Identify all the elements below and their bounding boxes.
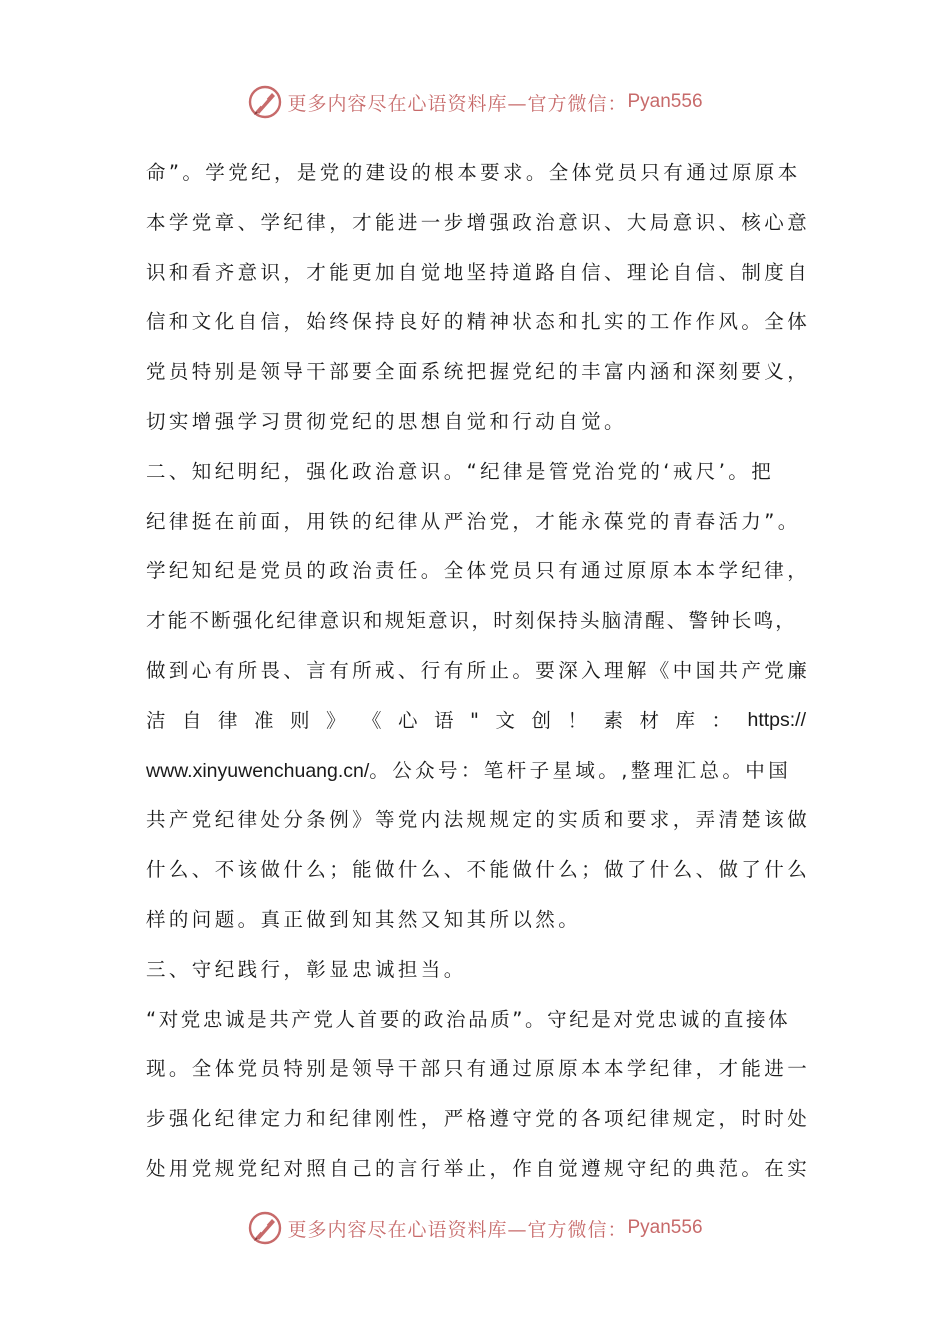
body-line: 才能不断强化纪律意识和规矩意识，时刻保持头脑清醒、警钟长鸣， bbox=[146, 609, 798, 633]
body-line: 步强化纪律定力和纪律刚性，严格遵守党的各项纪律规定，时时处 bbox=[146, 1107, 811, 1131]
body-line: 处用党规党纪对照自己的言行举止，作自觉遵规守纪的典范。在实 bbox=[146, 1156, 811, 1180]
body-text: 。公众号：笔杆子星域。,整理汇总。中国 bbox=[369, 758, 792, 782]
body-line bbox=[146, 746, 806, 796]
body-line: 纪律挺在前面，用铁的纪律从严治党，才能永葆党的青春活力”。 bbox=[146, 509, 801, 533]
char: 洁 bbox=[146, 708, 166, 732]
char: 材 bbox=[639, 708, 659, 732]
body-line: 共产党纪律处分条例》等党内法规规定的实质和要求，弄清楚该做 bbox=[146, 808, 811, 832]
footer-banner bbox=[0, 1208, 950, 1248]
char: 文 bbox=[495, 708, 515, 732]
banner-text: 更多内容尽在心语资料库—官方微信： bbox=[287, 92, 628, 115]
body-line: 命”。学党纪，是党的建设的根本要求。全体党员只有通过原原本 bbox=[146, 161, 801, 184]
char: 《 bbox=[362, 708, 382, 732]
body-line: 样的问题。真正做到知其然又知其所以然。 bbox=[146, 907, 582, 931]
body-line: 本学党章、学纪律，才能进一步增强政治意识、大局意识、核心意 bbox=[146, 210, 811, 234]
banner-wechat-id: Pyan556 bbox=[627, 91, 703, 112]
body-line: 切实增强学习贯彻党纪的思想自觉和行动自觉。 bbox=[146, 409, 627, 433]
body-line: “对党忠诚是共产党人首要的政治品质”。守纪是对党忠诚的直接体 bbox=[146, 1007, 791, 1031]
char: 心 bbox=[398, 708, 418, 732]
char: 素 bbox=[603, 708, 623, 732]
justified-line bbox=[146, 696, 806, 746]
url-text: www.xinyuwenchuang.cn/ bbox=[146, 759, 370, 782]
url-fragment: https:// bbox=[747, 708, 806, 731]
body-line: 现。全体党员特别是领导干部只有通过原原本本学纪律，才能进一 bbox=[146, 1057, 811, 1081]
document-body bbox=[146, 148, 811, 1194]
char: " bbox=[470, 708, 479, 732]
section-heading-3: 三、守纪践行，彰显忠诚担当。 bbox=[146, 957, 467, 981]
body-line: 什么、不该做什么；能做什么、不能做什么；做了什么、做了什么 bbox=[146, 858, 811, 882]
body-line: 识和看齐意识，才能更加自觉地坚持道路自信、理论自信、制度自 bbox=[146, 260, 811, 284]
char: 库 bbox=[675, 708, 695, 732]
char: 创 bbox=[531, 708, 551, 732]
char: 》 bbox=[326, 708, 346, 732]
pen-logo-icon bbox=[247, 1210, 283, 1246]
header-banner bbox=[0, 82, 950, 122]
banner-wechat-id: Pyan556 bbox=[627, 1217, 703, 1238]
banner-text: 更多内容尽在心语资料库—官方微信： bbox=[287, 1218, 628, 1241]
char: 准 bbox=[254, 708, 274, 732]
char: 则 bbox=[290, 708, 310, 732]
char: 语 bbox=[434, 708, 454, 732]
pen-logo-icon bbox=[247, 84, 283, 120]
body-line: 党员特别是领导干部要全面系统把握党纪的丰富内涵和深刻要义， bbox=[146, 360, 811, 384]
body-line: 信和文化自信，始终保持良好的精神状态和扎实的工作作风。全体 bbox=[146, 310, 811, 334]
body-line: 做到心有所畏、言有所戒、行有所止。要深入理解《中国共产党廉 bbox=[146, 658, 811, 682]
char: ： bbox=[711, 708, 731, 732]
body-line: 学纪知纪是党员的政治责任。全体党员只有通过原原本本学纪律， bbox=[146, 559, 811, 583]
char: 律 bbox=[218, 708, 238, 732]
section-heading-2: 二、知纪明纪，强化政治意识。“纪律是管党治党的‘戒尺’。把 bbox=[146, 459, 775, 483]
char: ！ bbox=[567, 708, 587, 732]
char: 自 bbox=[182, 708, 202, 732]
